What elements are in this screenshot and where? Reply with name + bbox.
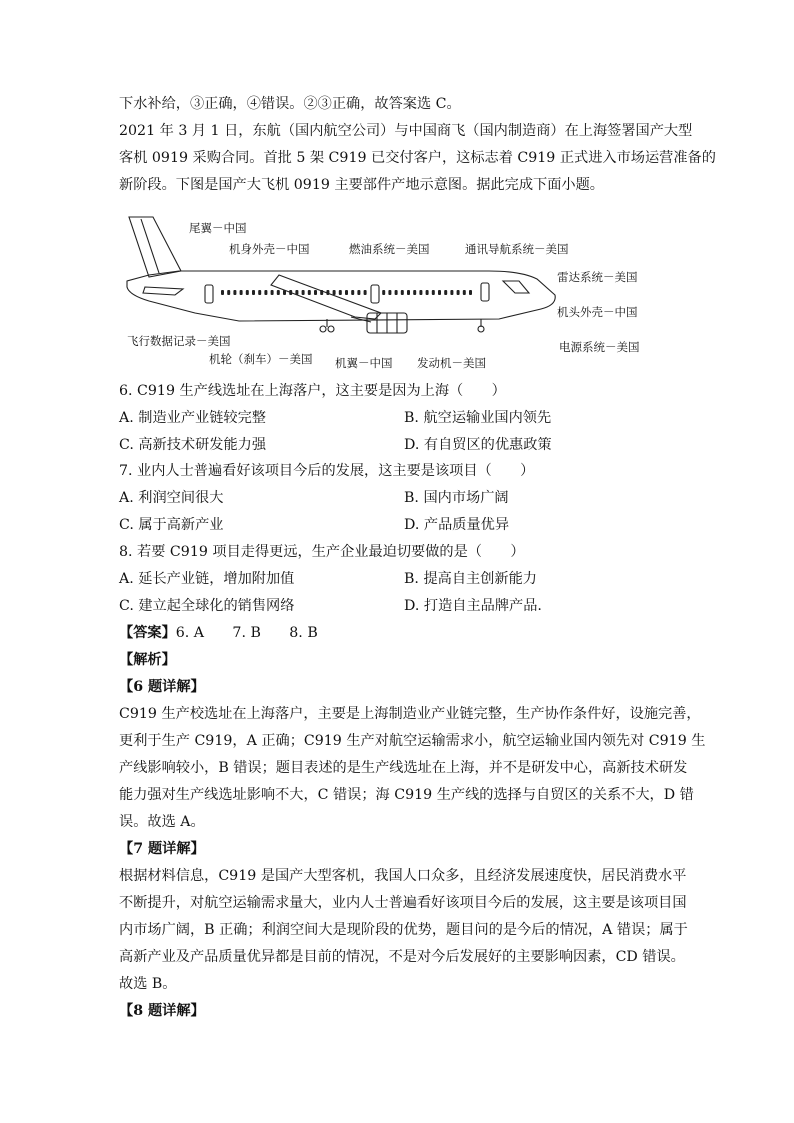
q7-option-c: C. 属于高新产业	[119, 517, 224, 533]
window-icon	[339, 290, 342, 295]
q8-heading: 【8 题详解】	[119, 1003, 205, 1019]
intro-line: 客机 0919 采购合同。首批 5 架 C919 已交付客户，这标志着 C919 正式进入市场运营准备的	[119, 150, 716, 166]
intro-line: 下水补给，③正确，④错误。②③正确，故答案选 C。	[119, 96, 461, 112]
window-icon	[413, 290, 416, 295]
window-icon	[314, 290, 317, 295]
window-icon	[357, 290, 360, 295]
window-icon	[333, 290, 336, 295]
window-icon	[302, 290, 305, 295]
window-icon	[289, 290, 292, 295]
q6-heading: 【6 题详解】	[119, 679, 205, 695]
window-icon	[264, 290, 267, 295]
q8-option-d: D. 打造自主品牌产品.	[404, 598, 542, 614]
window-icon	[463, 290, 466, 295]
q7-text-line: 根据材料信息，C919 是国产大型客机，我国人口众多，且经济发展速度快，居民消费水平	[119, 868, 687, 884]
q6-text-line: 产线影响较小，B 错误；题目表述的是生产线选址在上海，并不是研发中心，高新技术研发	[119, 760, 688, 776]
window-icon	[432, 290, 435, 295]
window-icon	[233, 290, 236, 295]
q6-text-line: 更利于生产 C919，A 正确；C919 生产对航空运输需求小，航空运输业国内领先对 C919 生	[119, 733, 706, 749]
answer-text: 6. A 7. B 8. B	[175, 625, 318, 641]
label-comm-nav: 通讯导航系统－美国	[465, 242, 569, 256]
q6-option-c: C. 高新技术研发能力强	[119, 437, 267, 453]
window-icon	[246, 290, 249, 295]
airplane-parts-figure	[119, 209, 675, 375]
question-8-stem: 8. 若要 C919 项目走得更远，生产企业最迫切要做的是（ ）	[119, 544, 525, 560]
intro-line: 2021 年 3 月 1 日，东航（国内航空公司）与中国商飞（国内制造商）在上海签署国产大型	[119, 123, 693, 139]
q6-option-d: D. 有自贸区的优惠政策	[404, 437, 552, 453]
window-icon	[308, 290, 311, 295]
q7-option-d: D. 产品质量优异	[404, 517, 510, 533]
q7-text-line: 内市场广阔，B 正确；利润空间大是现阶段的优势，题目问的是今后的情况，A 错误；属于	[119, 922, 688, 938]
window-icon	[457, 290, 460, 295]
label-wheels: 机轮（刹车）－美国	[209, 352, 313, 366]
q7-option-b: B. 国内市场广阔	[404, 490, 509, 506]
window-icon	[271, 290, 274, 295]
label-tail-wing: 尾翼－中国	[189, 221, 247, 235]
q6-text-line: 误。故选 A。	[119, 814, 205, 830]
fuselage-shape	[127, 271, 555, 321]
answer-label: 【答案】	[119, 625, 176, 641]
question-7-stem: 7. 业内人士普遍看好该项目今后的发展，这主要是该项目（ ）	[119, 463, 535, 479]
answer-line	[119, 623, 318, 643]
window-icon	[258, 290, 261, 295]
window-icon	[407, 290, 410, 295]
label-flight-recorder: 飞行数据记录－美国	[127, 334, 231, 348]
q7-text-line: 不断提升，对航空运输需求量大，业内人士普遍看好该项目今后的发展，这主要是该项目国	[119, 895, 687, 911]
window-icon	[277, 290, 280, 295]
window-icon	[295, 290, 298, 295]
window-icon	[444, 290, 447, 295]
window-icon	[351, 290, 354, 295]
q8-option-a: A. 延长产业链，增加附加值	[119, 571, 295, 587]
window-icon	[240, 290, 243, 295]
intro-line: 新阶段。下图是国产大飞机 0919 主要部件产地示意图。据此完成下面小题。	[119, 177, 604, 193]
q6-option-b: B. 航空运输业国内领先	[404, 410, 552, 426]
q8-option-b: B. 提高自主创新能力	[404, 571, 537, 587]
window-icon	[382, 290, 385, 295]
label-nose-shell: 机头外壳－中国	[557, 305, 638, 319]
q7-text-line: 高新产业及产品质量优异都是目前的情况，不是对今后发展好的主要影响因素，CD 错误。	[119, 949, 685, 965]
window-icon	[221, 290, 224, 295]
window-icon	[438, 290, 441, 295]
window-icon	[469, 290, 472, 295]
label-fuselage-shell: 机身外壳－中国	[229, 242, 310, 256]
q8-option-c: C. 建立起全球化的销售网络	[119, 598, 295, 614]
window-icon	[345, 290, 348, 295]
window-icon	[395, 290, 398, 295]
q7-text-line: 故选 B。	[119, 976, 177, 992]
window-icon	[252, 290, 255, 295]
q6-text-line: C919 生产校选址在上海落户，主要是上海制造业产业链完整，生产协作条件好，设施完善，	[119, 706, 701, 722]
window-icon	[401, 290, 404, 295]
window-icon	[419, 290, 422, 295]
label-radar: 雷达系统－美国	[557, 270, 638, 284]
question-6-stem: 6. C919 生产线选址在上海落户，这主要是因为上海（ ）	[119, 383, 506, 399]
label-wing: 机翼－中国	[335, 356, 393, 370]
window-icon	[326, 290, 329, 295]
q7-option-a: A. 利润空间很大	[119, 490, 224, 506]
q7-heading: 【7 题详解】	[119, 841, 205, 857]
q6-text-line: 能力强对生产线选址影响不大，C 错误；海 C919 生产线的选择与自贸区的关系不大，D 错	[119, 787, 694, 803]
window-icon	[227, 290, 230, 295]
label-power: 电源系统－美国	[559, 340, 640, 354]
analysis-label: 【解析】	[119, 652, 176, 668]
wing-shape	[271, 275, 381, 319]
window-icon	[450, 290, 453, 295]
q6-option-a: A. 制造业产业链较完整	[119, 410, 266, 426]
window-icon	[320, 290, 323, 295]
window-icon	[283, 290, 286, 295]
window-icon	[364, 290, 367, 295]
label-fuel-system: 燃油系统－美国	[349, 242, 430, 256]
label-engine: 发动机－美国	[417, 356, 486, 370]
window-icon	[388, 290, 391, 295]
window-icon	[426, 290, 429, 295]
tail-fin-shape	[129, 217, 181, 277]
